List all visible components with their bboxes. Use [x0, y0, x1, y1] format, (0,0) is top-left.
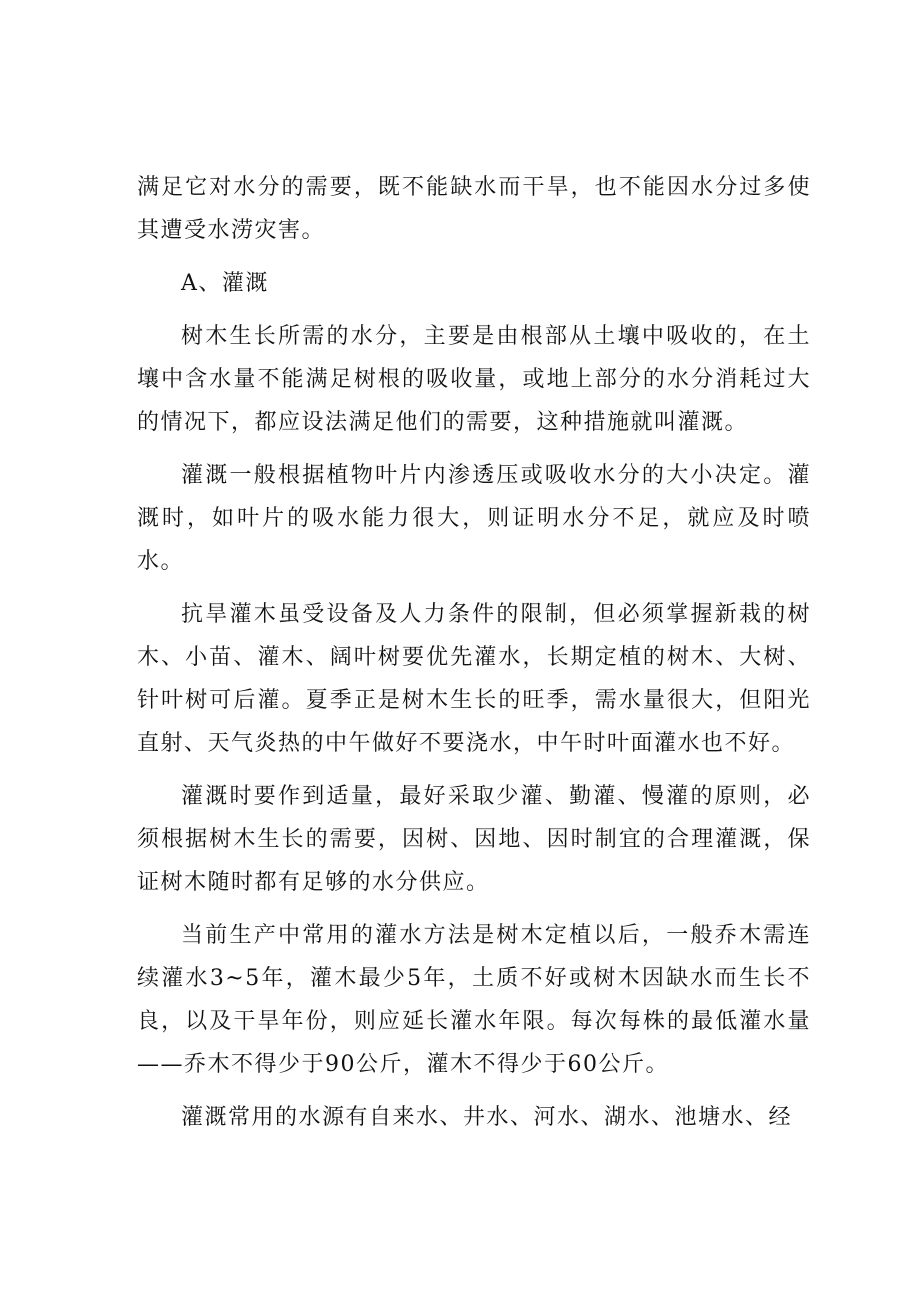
paragraph-continuation: 满足它对水分的需要，既不能缺水而干旱，也不能因水分过多使其遭受水涝灾害。: [137, 175, 811, 243]
paragraph: 抗旱灌木虽受设备及人力条件的限制，但必须掌握新栽的树木、小苗、灌木、阔叶树要优先灌水，长期定植的树木、大树、针叶树可后灌。夏季正是树木生长的旺季，需水量很大，但阳光直射、天气炎热的中午做好不要浇水，中午时叶面灌水也不好。: [137, 602, 811, 756]
section-heading: A、灌溉: [181, 271, 269, 296]
paragraph: 当前生产中常用的灌水方法是树木定植以后，一般乔木需连续灌水3~5年，灌木最少5年，土质不好或树木因缺水而生长不良，以及干旱年份，则应延长灌水年限。每次每株的最低灌水量——乔木不得少于90公斤，灌木不得少于60公斤。: [137, 923, 811, 1077]
document-body: [137, 166, 811, 1139]
paragraph: 灌溉一般根据植物叶片内渗透压或吸收水分的大小决定。灌溉时，如叶片的吸水能力很大，则证明水分不足，就应及时喷水。: [137, 463, 811, 574]
paragraph: 树木生长所需的水分，主要是由根部从土壤中吸收的，在土壤中含水量不能满足树根的吸收量，或地上部分的水分消耗过大的情况下，都应设法满足他们的需要，这种措施就叫灌溉。: [137, 324, 811, 435]
paragraph-truncated: 灌溉常用的水源有自来水、井水、河水、湖水、池塘水、经: [181, 1105, 793, 1130]
paragraph: 灌溉时要作到适量，最好采取少灌、勤灌、慢灌的原则，必须根据树木生长的需要，因树、因地、因时制宜的合理灌溉，保证树木随时都有足够的水分供应。: [137, 784, 811, 895]
